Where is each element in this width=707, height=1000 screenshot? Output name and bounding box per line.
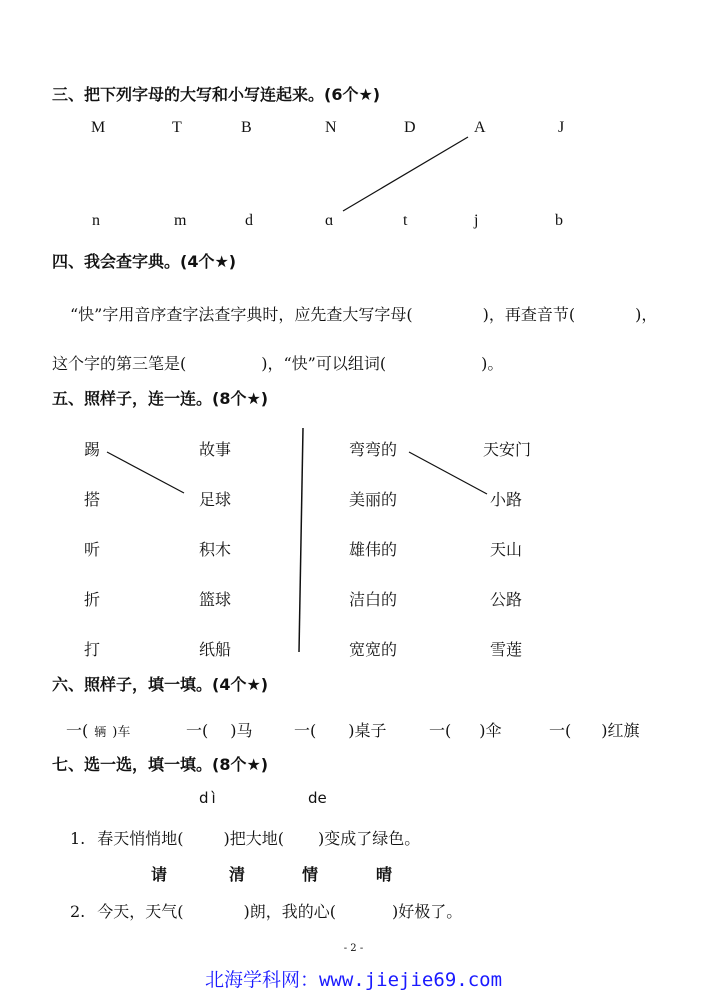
q4-line-2 xyxy=(52,351,503,374)
q7-number: 1. xyxy=(70,829,86,848)
q6-item xyxy=(549,718,640,741)
lower-letter: m xyxy=(174,212,187,229)
q6-text: 一( xyxy=(549,721,572,740)
q6-text: 一( xyxy=(186,721,209,740)
pinyin-di: dì xyxy=(199,789,219,807)
word-item: 宽宽的 xyxy=(349,640,398,659)
upper-letter: N xyxy=(325,119,337,136)
q6-text: )伞 xyxy=(479,721,502,740)
q6-item xyxy=(429,718,502,741)
word-item: 弯弯的 xyxy=(349,440,398,459)
q7-sentence-2 xyxy=(70,899,462,922)
q4-text: )， xyxy=(635,305,658,324)
upper-letter: A xyxy=(474,119,486,136)
q4-line-1 xyxy=(70,302,657,325)
upper-letter: D xyxy=(404,119,416,136)
q6-example-word: 辆 xyxy=(94,725,107,739)
word-item: 公路 xyxy=(490,590,523,609)
q6-text: 一( xyxy=(294,721,317,740)
q6-item xyxy=(186,718,253,741)
word-item: 小路 xyxy=(490,490,523,509)
q6-text: )马 xyxy=(230,721,253,740)
example-line-wanwan-to-xiaolu xyxy=(409,452,487,494)
word-item: 洁白的 xyxy=(349,590,398,609)
word-item: 篮球 xyxy=(199,590,232,609)
upper-letter: J xyxy=(558,119,565,136)
word-item: 雪莲 xyxy=(490,640,523,659)
q7-title: 七、选一选，填一填。(8个★) xyxy=(52,755,269,774)
word-item: 天安门 xyxy=(483,440,532,459)
footer-url[interactable]: www.jiejie69.com xyxy=(318,969,503,991)
upper-letter: T xyxy=(172,119,182,136)
q6-example xyxy=(66,718,130,741)
lower-letter: j xyxy=(474,212,479,229)
q5-title: 五、照样子，连一连。(8个★) xyxy=(52,389,269,408)
word-item: 听 xyxy=(84,540,101,559)
q7-text: 今天，天气( xyxy=(97,902,184,921)
example-line-a-to-a xyxy=(343,137,468,211)
q3-title: 三、把下列字母的大写和小写连起来。(6个★) xyxy=(52,85,381,104)
choice-word: 清 xyxy=(229,865,246,884)
lower-letter: n xyxy=(92,212,100,229)
word-item: 踢 xyxy=(84,440,101,459)
footer-label: 北海学科网： xyxy=(204,969,319,991)
lower-letter: ɑ xyxy=(325,212,334,229)
example-line-ti-to-zuqiu xyxy=(107,452,184,493)
footer-watermark xyxy=(0,965,707,992)
word-item: 故事 xyxy=(199,440,232,459)
q7-sentence-1 xyxy=(70,826,420,849)
q6-title: 六、照样子，填一填。(4个★) xyxy=(52,675,269,694)
word-item: 折 xyxy=(84,590,101,609)
word-item: 打 xyxy=(84,640,101,659)
word-item: 积木 xyxy=(199,540,232,559)
q6-text: )桌子 xyxy=(348,721,387,740)
q7-text: )变成了绿色。 xyxy=(318,829,421,848)
word-item: 纸船 xyxy=(199,640,232,659)
q7-text: )好极了。 xyxy=(392,902,463,921)
q7-text: )朗，我的心( xyxy=(243,902,337,921)
q6-item xyxy=(294,718,387,741)
lower-letter: t xyxy=(403,212,408,229)
word-item: 搭 xyxy=(84,490,101,509)
word-item: 天山 xyxy=(490,540,523,559)
choice-word: 晴 xyxy=(376,865,393,884)
choice-word: 情 xyxy=(302,865,319,884)
page-number: - 2 - xyxy=(343,943,364,954)
q4-text: )，再查音节( xyxy=(482,305,576,324)
word-item: 雄伟的 xyxy=(349,540,398,559)
q6-text: )红旗 xyxy=(601,721,640,740)
column-divider xyxy=(299,428,303,652)
q4-title: 四、我会查字典。(4个★) xyxy=(52,252,237,271)
q6-text: 一( xyxy=(66,721,89,740)
q6-text: 一( xyxy=(429,721,452,740)
q7-text: 春天悄悄地( xyxy=(97,829,184,848)
word-item: 足球 xyxy=(199,490,232,509)
q4-text: )。 xyxy=(481,354,504,373)
q7-number: 2. xyxy=(70,902,86,921)
q6-text: )车 xyxy=(112,725,131,740)
q4-text: 这个字的第三笔是( xyxy=(52,354,187,373)
q4-text: “快”字用音序查字法查字典时，应先查大写字母( xyxy=(70,305,413,324)
choice-word: 请 xyxy=(151,865,168,884)
lower-letter: d xyxy=(245,212,253,229)
upper-letter: M xyxy=(91,119,106,136)
q4-text: )，“快”可以组词( xyxy=(261,354,387,373)
pinyin-de: de xyxy=(308,789,327,807)
upper-letter: B xyxy=(241,119,252,136)
lower-letter: b xyxy=(555,212,563,229)
word-item: 美丽的 xyxy=(349,490,398,509)
q7-text: )把大地( xyxy=(223,829,285,848)
